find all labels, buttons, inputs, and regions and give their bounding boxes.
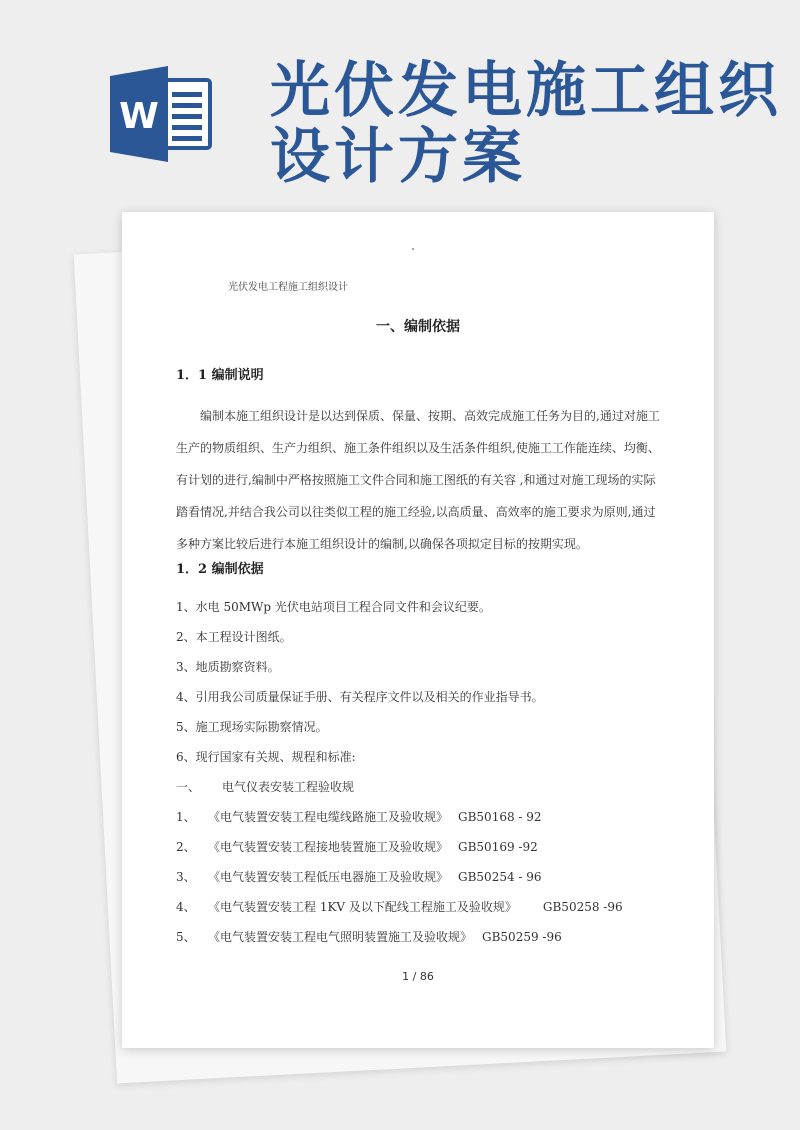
standard-number: 5、 — [176, 930, 196, 944]
page-number: 1 / 86 — [402, 970, 434, 983]
section-heading: 一、编制依据 — [376, 319, 460, 335]
list-item: 4、引用我公司质量保证手册、有关程序文件以及相关的作业指导书。 — [176, 690, 544, 704]
standard-number: 2、 — [176, 840, 196, 854]
title-line-1: 光伏发电施工组织 — [270, 56, 782, 126]
standard-title: 《电气装置安装工程电气照明装置施工及验收规》 — [208, 930, 473, 944]
list-item: 3、地质勘察资料。 — [176, 660, 280, 674]
standard-code: GB50258 -96 — [542, 900, 623, 914]
header — [0, 0, 800, 200]
list-item: 1、水电 50MWp 光伏电站项目工程合同文件和会议纪要。 — [176, 600, 491, 614]
paragraph-line: 有计划的进行,编制中严格按照施工文件合同和施工图纸的有关容 ,和通过对施工现场的实际 — [176, 473, 656, 487]
standard-title: 《电气装置安装工程 1KV 及以下配线工程施工及验收规》 — [208, 900, 517, 914]
paragraph-line: 多种方案比较后进行本施工组织设计的编制,以确保各项拟定目标的按期实现。 — [176, 537, 588, 551]
logo-letter: W — [119, 96, 159, 137]
sub-title: 电气仪表安装工程验收规 — [222, 780, 355, 794]
paragraph-line: 编制本施工组织设计是以达到保质、保量、按期、高效完成施工任务为目的,通过对施工 — [200, 409, 660, 423]
standard-code: GB50168 - 92 — [458, 810, 542, 824]
standard-title: 《电气装置安装工程低压电器施工及验收规》 — [208, 870, 449, 884]
standard-title: 《电气装置安装工程接地装置施工及验收规》 — [208, 840, 449, 854]
standard-number: 1、 — [176, 810, 196, 824]
standard-code: GB50169 -92 — [458, 840, 538, 854]
list-item: 5、施工现场实际勘察情况。 — [176, 720, 328, 734]
standard-number: 3、 — [176, 870, 196, 884]
standard-item — [176, 862, 623, 892]
running-head: 光伏发电工程施工组织设计 — [228, 282, 348, 293]
standard-code: GB50259 -96 — [482, 930, 562, 944]
title-line-2: 设计方案 — [270, 122, 526, 192]
standard-item — [176, 832, 623, 862]
standard-item — [176, 892, 623, 922]
subsection-1-2: 1．2 编制依据 — [176, 562, 264, 577]
standard-item — [176, 802, 623, 832]
list-item: 6、现行国家有关规、规程和标准: — [176, 750, 356, 764]
paragraph — [176, 400, 668, 560]
page-dot — [412, 248, 414, 250]
standard-title: 《电气装置安装工程电缆线路施工及验收规》 — [208, 810, 449, 824]
document-page — [122, 212, 714, 1048]
subsection-1-1: 1．1 编制说明 — [176, 368, 264, 383]
word-document-icon — [110, 66, 214, 162]
sub-number: 一、 — [176, 780, 201, 794]
list-item: 2、本工程设计图纸。 — [176, 630, 292, 644]
standard-code: GB50254 - 96 — [458, 870, 542, 884]
basis-list — [176, 592, 623, 952]
standard-item — [176, 922, 623, 952]
paragraph-line: 生产的物质组织、生产力组织、施工条件组织以及生活条件组织,使施工工作能连续、均衡、 — [176, 441, 660, 455]
list-item-sub — [176, 772, 623, 802]
paragraph-line: 踏看情况,并结合我公司以往类似工程的施工经验,以高质量、高效率的施工要求为原则,通过 — [176, 505, 656, 519]
standard-number: 4、 — [176, 900, 196, 914]
